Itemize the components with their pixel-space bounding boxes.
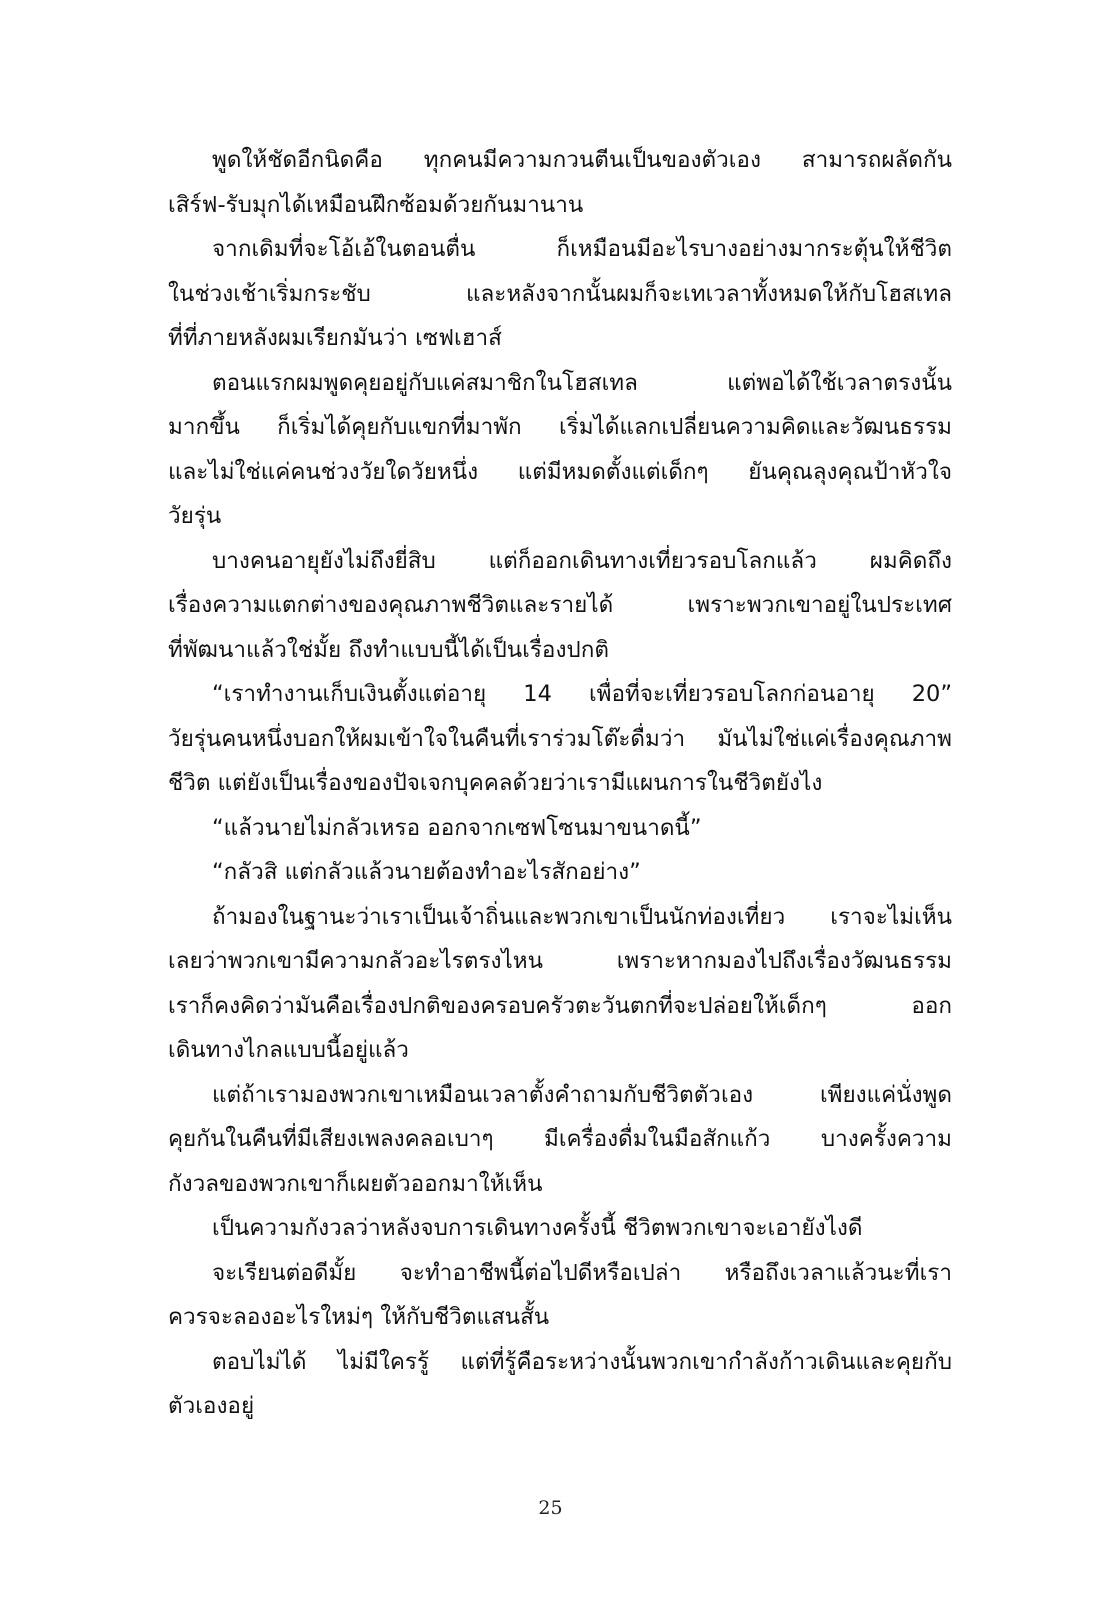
paragraph — [168, 806, 952, 851]
paragraph — [168, 227, 952, 361]
paragraph — [168, 539, 952, 673]
text-line: ที่พัฒนาแล้วใช่มั้ย ถึงทำแบบนี้ได้เป็นเรื่องปกติ — [168, 636, 609, 663]
text-line: วัยรุ่น — [168, 503, 222, 529]
text-line: ตอนแรกผมพูดคุยอยู่กับแค่สมาชิกในโฮสเทล แต่พอได้ใช้เวลาตรงนั้น — [212, 369, 952, 396]
text-line: แต่ถ้าเรามองพวกเขาเหมือนเวลาตั้งคำถามกับชีวิตตัวเอง เพียงแค่นั่งพูด — [212, 1081, 952, 1108]
paragraph — [168, 1340, 952, 1429]
text-line: ที่ที่ภายหลังผมเรียกมันว่า เซฟเฮาส์ — [168, 325, 502, 351]
text-line: “แล้วนายไม่กลัวเหรอ ออกจากเซฟโซนมาขนาดนี้” — [212, 814, 702, 841]
text-line: ตัวเองอยู่ — [168, 1393, 255, 1419]
text-line: พูดให้ชัดอีกนิดคือ ทุกคนมีความกวนตีนเป็นของตัวเอง สามารถผลัดกัน — [212, 147, 952, 173]
text-line: “เราทำงานเก็บเงินตั้งแต่อายุ 14 เพื่อที่จะเที่ยวรอบโลกก่อนอายุ 20” — [212, 681, 952, 707]
paragraph — [168, 138, 952, 227]
paragraph — [168, 1251, 952, 1340]
text-line: กังวลของพวกเขาก็เผยตัวออกมาให้เห็น — [168, 1170, 543, 1197]
text-line: ถ้ามองในฐานะว่าเราเป็นเจ้าถิ่นและพวกเขาเป็นนักท่องเที่ยว เราจะไม่เห็น — [212, 903, 952, 930]
text-line: เป็นความกังวลว่าหลังจบการเดินทางครั้งนี้ ชีวิตพวกเขาจะเอายังไงดี — [212, 1215, 863, 1241]
paragraph — [168, 1206, 952, 1251]
text-line: บางคนอายุยังไม่ถึงยี่สิบ แต่ก็ออกเดินทางเที่ยวรอบโลกแล้ว ผมคิดถึง — [212, 547, 952, 574]
text-line: ตอบไม่ได้ ไม่มีใครรู้ แต่ที่รู้คือระหว่างนั้นพวกเขากำลังก้าวเดินและคุยกับ — [212, 1348, 952, 1375]
text-line: จะเรียนต่อดีมั้ย จะทำอาชีพนี้ต่อไปดีหรือเปล่า หรือถึงเวลาแล้วนะที่เรา — [212, 1259, 952, 1286]
text-line: เลยว่าพวกเขามีความกลัวอะไรตรงไหน เพราะหากมองไปถึงเรื่องวัฒนธรรม — [168, 948, 952, 974]
paragraph — [168, 1073, 952, 1207]
text-line: เดินทางไกลแบบนี้อยู่แล้ว — [168, 1037, 409, 1063]
text-line: เสิร์ฟ-รับมุกได้เหมือนฝึกซ้อมด้วยกันมานาน — [168, 191, 584, 218]
page-number: 25 — [538, 1497, 563, 1519]
text-line: วัยรุ่นคนหนึ่งบอกให้ผมเข้าใจในคืนที่เราร่วมโต๊ะดื่มว่า มันไม่ใช่แค่เรื่องคุณภาพ — [168, 725, 952, 752]
text-line: ควรจะลองอะไรใหม่ๆ ให้กับชีวิตแสนสั้น — [168, 1304, 550, 1330]
text-line: ในช่วงเช้าเริ่มกระชับ และหลังจากนั้นผมก็จะเทเวลาทั้งหมดให้กับโฮสเทล — [168, 280, 952, 307]
text-line: “กลัวสิ แต่กลัวแล้วนายต้องทำอะไรสักอย่าง” — [212, 859, 641, 885]
paragraph — [168, 361, 952, 539]
text-line: คุยกันในคืนที่มีเสียงเพลงคลอเบาๆ มีเครื่องดื่มในมือสักแก้ว บางครั้งความ — [168, 1126, 952, 1152]
body-text — [168, 138, 952, 1429]
text-line: มากขึ้น ก็เริ่มได้คุยกับแขกที่มาพัก เริ่มได้แลกเปลี่ยนความคิดและวัฒนธรรม — [168, 414, 952, 440]
paragraph — [168, 895, 952, 1073]
text-line: และไม่ใช่แค่คนช่วงวัยใดวัยหนึ่ง แต่มีหมดตั้งแต่เด็กๆ ยันคุณลุงคุณป้าหัวใจ — [168, 458, 952, 485]
text-line: เราก็คงคิดว่ามันคือเรื่องปกติของครอบครัวตะวันตกที่จะปล่อยให้เด็กๆ ออก — [168, 992, 952, 1019]
text-line: จากเดิมที่จะโอ้เอ้ในตอนตื่น ก็เหมือนมีอะไรบางอย่างมากระตุ้นให้ชีวิต — [212, 236, 952, 262]
text-line: เรื่องความแตกต่างของคุณภาพชีวิตและรายได้ เพราะพวกเขาอยู่ในประเทศ — [168, 592, 952, 618]
paragraph — [168, 672, 952, 806]
text-line: ชีวิต แต่ยังเป็นเรื่องของปัจเจกบุคคลด้วยว่าเรามีแผนการในชีวิตยังไง — [168, 770, 823, 796]
paragraph — [168, 850, 952, 895]
